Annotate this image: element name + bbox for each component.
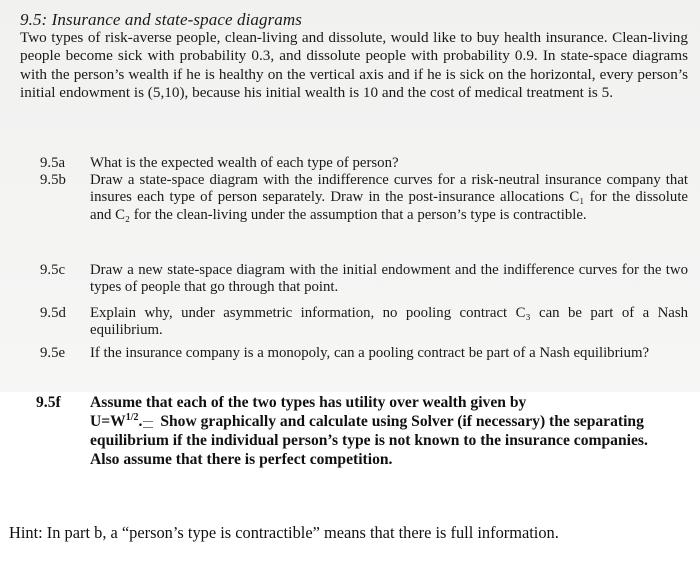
- question-number: 9.5b: [40, 172, 66, 188]
- question-number: 9.5e: [40, 345, 66, 361]
- question-9-5e: [40, 345, 688, 362]
- question-text: If the insurance company is a monopoly, can a pooling contract be part of a Nash equilibrium?: [90, 345, 650, 361]
- utility-exponent: 1/2: [125, 412, 139, 423]
- question-9-5c: [40, 262, 688, 297]
- question-text: Explain why, under asymmetric information, no pooling contract C₃ can be part of a Nash equilibrium.: [90, 305, 688, 339]
- question-9-5a: [40, 155, 688, 172]
- question-text-line1: Assume that each of the two types has utility over wealth given by: [90, 394, 527, 411]
- hint-text: Hint: In part b, a “person’s type is contractible” means that there is full information.: [9, 523, 559, 542]
- section-title: 9.5: Insurance and state-space diagrams: [20, 10, 303, 29]
- question-number: 9.5a: [40, 155, 66, 171]
- question-text-rest: [90, 412, 676, 469]
- question-9-5f: [36, 393, 676, 469]
- question-text: What is the expected wealth of each type of person?: [90, 155, 399, 171]
- question-9-5b: [40, 172, 688, 224]
- question-number: 9.5c: [40, 262, 66, 278]
- question-number: 9.5f: [36, 394, 61, 411]
- question-text-continuation: Show graphically and calculate using Solver (if necessary) the separating equilibrium if the individual person’s type is not known to the insurance companies. Also assume that there is perfect competition.: [90, 413, 648, 468]
- utility-formula: U=W: [90, 413, 126, 430]
- utility-separator: .: [138, 413, 143, 430]
- question-number: 9.5d: [40, 305, 66, 321]
- question-text: Draw a new state-space diagram with the initial endowment and the indifference curves for the two types of people that go through that point.: [90, 262, 688, 296]
- problem-intro: Two types of risk-averse people, clean-living and dissolute, would like to buy health insurance. Clean-living people become sick with probability 0.3, and dissolute people with probability 0.9. In state-space diagrams with the person’s wealth if he is healthy on the vertical axis and if he is sick on the horizontal, every person’s initial endowment is (5,10), because his initial wealth is 10 and the cost of medical treatment is 5.: [20, 29, 688, 101]
- question-9-5d: [40, 305, 688, 340]
- annotation-mark-icon: [143, 421, 153, 428]
- question-text: Draw a state-space diagram with the indifference curves for a risk-neutral insurance company that insures each type of person separately. Draw in the post-insurance allocations C₁ for the dissolute and C₂ for the clean-living under the assumption that a person’s type is contractible.: [90, 172, 688, 223]
